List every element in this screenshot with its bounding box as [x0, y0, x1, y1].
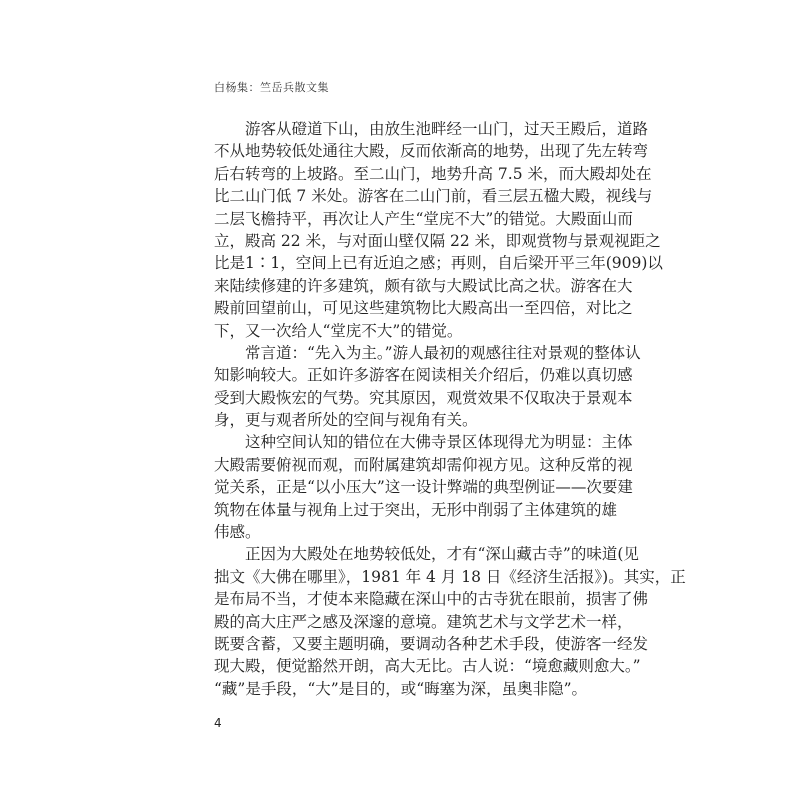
text-line: 比二山门低 7 米处。游客在二山门前，看三层五楹大殿，视线与 — [214, 187, 653, 206]
body-text — [214, 118, 686, 700]
text-line: 伟感。 — [214, 523, 261, 542]
paragraph — [214, 118, 663, 342]
text-line: 既要含蓄，又要主题明确，要调动各种艺术手段，使游客一经发 — [214, 634, 649, 653]
text-line: 来陆续修建的许多建筑，颇有欲与大殿试比高之状。游客在大 — [214, 276, 633, 295]
text-line: 受到大殿恢宏的气势。究其原因，观赏效果不仅取决于景观本 — [214, 388, 633, 407]
paragraph — [214, 431, 633, 543]
text-line: 比是1∶1，空间上已有近迫之感；再则，自后梁开平三年(909)以 — [214, 254, 663, 273]
text-line: 殿的高大庄严之感及深邃的意境。建筑艺术与文学艺术一样， — [214, 612, 633, 631]
text-line: 不从地势较低处通往大殿，反而依渐高的地势，出现了先左转弯 — [214, 142, 649, 161]
page-number: 4 — [214, 716, 222, 730]
text-line: 后右转弯的上坡路。至二山门，地势升高 7.5 米，而大殿却处在 — [214, 164, 652, 183]
text-line: 游客从磴道下山，由放生池畔经一山门，过天王殿后，道路 — [245, 120, 649, 138]
text-line: 筑物在体量与视角上过于突出，无形中削弱了主体建筑的雄 — [214, 500, 618, 519]
text-line: 正因为大殿处在地势较低处，才有“深山藏古寺”的味道(见 — [245, 545, 639, 564]
paragraph — [214, 543, 686, 700]
text-line: 觉关系，正是“以小压大”这一设计弊端的典型例证——次要建 — [214, 478, 633, 497]
text-line: 大殿需要俯视而观，而附属建筑却需仰视方见。这种反常的视 — [214, 455, 633, 474]
text-line: 现大殿，便觉豁然开朗，高大无比。古人说：“境愈藏则愈大。” — [214, 657, 641, 676]
text-line: 殿前回望前山，可见这些建筑物比大殿高出一至四倍，对比之 — [214, 299, 633, 318]
text-line: “藏”是手段，“大”是目的，或“晦塞为深，虽奥非隐”。 — [214, 679, 588, 698]
text-line: 下，又一次给人“堂庑不大”的错觉。 — [214, 321, 463, 340]
text-line: 拙文《大佛在哪里》，1981 年 4 月 18 日《经济生活报》)。其实，正 — [214, 567, 686, 586]
text-line: 立，殿高 22 米，与对面山壁仅隔 22 米，即观赏物与景观视距之 — [214, 231, 661, 250]
text-line: 是布局不当，才使本来隐藏在深山中的古寺犹在眼前，损害了佛 — [214, 590, 649, 609]
text-line: 二层飞檐持平，再次让人产生“堂庑不大”的错觉。大殿面山而 — [214, 209, 633, 228]
running-header: 白杨集：竺岳兵散文集 — [214, 81, 329, 94]
text-line: 这种空间认知的错位在大佛寺景区体现得尤为明显：主体 — [245, 433, 633, 452]
text-line: 知影响较大。正如许多游客在阅读相关介绍后，仍难以真切感 — [214, 366, 633, 385]
text-line: 身，更与观者所处的空间与视角有关。 — [214, 411, 478, 430]
text-line: 常言道：“先入为主。”游人最初的观感往往对景观的整体认 — [245, 343, 641, 362]
paragraph — [214, 342, 641, 432]
